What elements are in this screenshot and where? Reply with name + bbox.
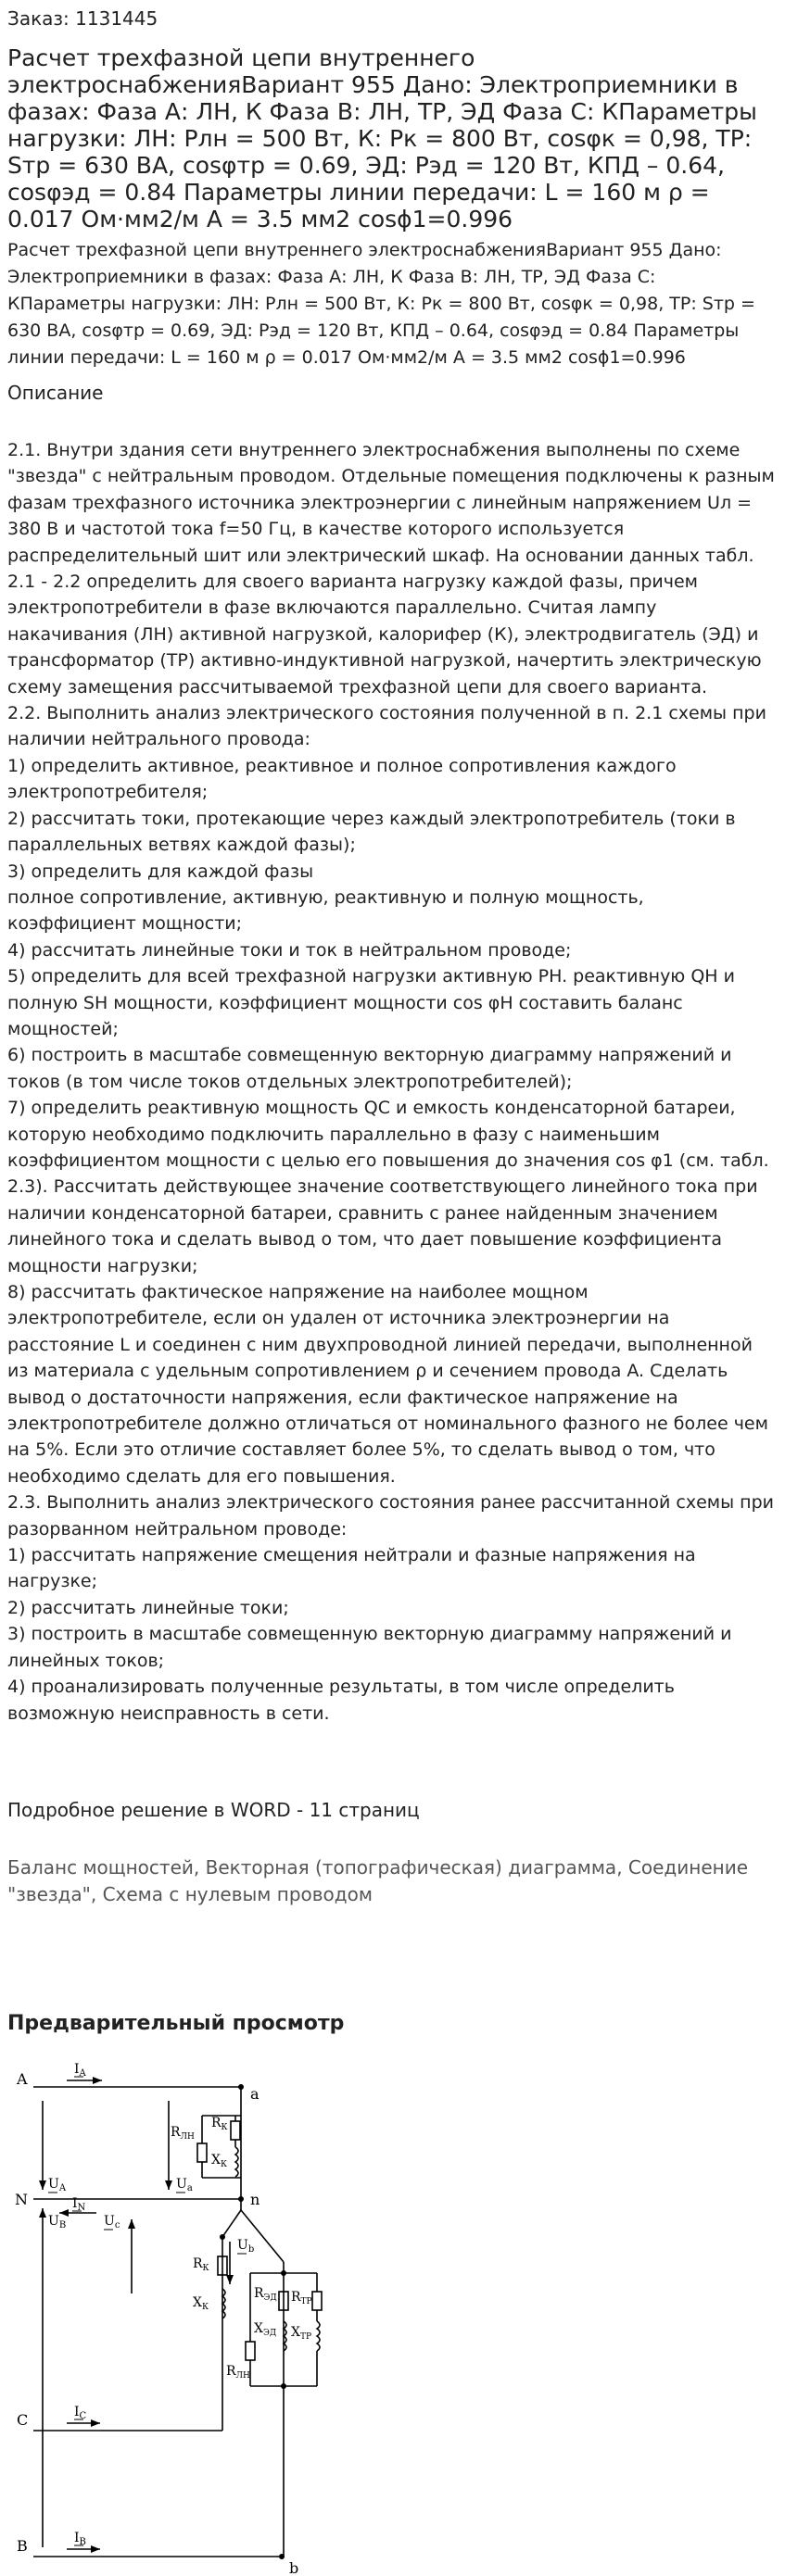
tag-link[interactable]: Векторная (топографическая) диаграмма	[205, 1856, 617, 1879]
node-N-label: N	[15, 2191, 28, 2208]
tag-link[interactable]: Соединение "звезда"	[7, 1856, 748, 1905]
X-K-a-label: $X_К$	[211, 2153, 227, 2169]
page-subtitle: Расчет трехфазной цепи внутреннего электроснабженияВариант 955 Дано: Электроприемники в фазах: Фаза А: ЛН, К Фаза В: ЛН, ТР, ЭД Фаза С: КПараметры нагрузки: ЛН: Рлн = 500 Вт, К: Рк = 800 Вт, cosφк = 0,98, ТР: Sтр = 630 ВА, cosφтр = 0.69, ЭД: Рэд = 120 Вт, КПД – 0.64, cosφэд = 0.84 Параметры линии передачи: L = 160 м ρ = 0.017 Ом·мм2/м А = 3.5 мм2 cosϕ1=0.996	[7, 240, 755, 368]
node-n-label: n	[250, 2191, 260, 2208]
page-title: Расчет трехфазной цепи внутреннего электроснабженияВариант 955 Дано: Электроприемники в фазах: Фаза А: ЛН, К Фаза В: ЛН, ТР, ЭД Фаза С: КПараметры нагрузки: ЛН: Рлн = 500 Вт, К: Рк = 800 Вт, cosφк = 0,98, ТР: Sтр = 630 ВА, cosφтр = 0.69, ЭД: Рэд = 120 Вт, КПД – 0.64, cosφэд = 0.84 Параметры линии передачи: L = 160 м ρ = 0.017 Ом·мм2/м А = 3.5 мм2 cosϕ1=0.996	[7, 44, 757, 232]
node-B-label: B	[17, 2537, 28, 2555]
voltage-UB-label: $U_B$	[48, 2214, 67, 2230]
X-K-c-label: $X_К$	[193, 2295, 209, 2312]
voltage-Ua-label: $U_a$	[176, 2177, 193, 2193]
node-A-label: A	[17, 2070, 28, 2088]
word-note: Подробное решение в WORD - 11 страниц	[7, 1799, 420, 1821]
R-K-a-label: $R_К$	[211, 2116, 228, 2132]
current-IN-label: $I_N$	[72, 2196, 86, 2213]
preview-heading: Предварительный просмотр	[7, 2012, 345, 2035]
tag-separator: ,	[193, 1856, 206, 1879]
current-IA-label: $I_A$	[74, 2062, 86, 2079]
tag-separator: ,	[616, 1856, 628, 1879]
description-label: Описание	[7, 382, 104, 404]
circuit-schematic	[7, 2043, 526, 2576]
voltage-UA-label: $U_A$	[48, 2177, 67, 2193]
node-a-label: a	[250, 2085, 260, 2103]
voltage-Ub-label: $U_b$	[237, 2238, 255, 2255]
node-b-label: b	[289, 2559, 299, 2576]
current-IB-label: $I_B$	[74, 2531, 86, 2547]
tag-separator: ,	[90, 1883, 103, 1905]
tag-link[interactable]: Схема с нулевым проводом	[102, 1883, 373, 1905]
voltage-Uc-label: $U_c$	[104, 2214, 120, 2230]
X-ED-label: $X_{ЭД}$	[254, 2321, 277, 2338]
current-IC-label: $I_C$	[74, 2405, 87, 2421]
node-C-label: C	[17, 2411, 29, 2429]
tag-list	[7, 1854, 777, 1908]
R-LN-b-label: $R_{ЛН}$	[226, 2364, 250, 2381]
R-ED-label: $R_{ЭД}$	[254, 2286, 277, 2303]
R-LN-a-label: $R_{ЛН}$	[171, 2125, 195, 2142]
R-TR-label: $R_{ТР}$	[291, 2290, 312, 2306]
order-number: Заказ: 1131445	[7, 7, 158, 30]
tag-link[interactable]: Баланс мощностей	[7, 1856, 194, 1879]
R-K-c-label: $R_К$	[193, 2256, 209, 2273]
X-TR-label: $X_{ТР}$	[291, 2325, 312, 2342]
description-text: 2.1. Внутри здания сети внутреннего электроснабжения выполнены по схеме "звезда" с нейтральным проводом. Отдельные помещения подключены к разным фазам трехфазного источника электроэнергии с линейным напряжением Uл = 380 В и частотой тока f=50 Гц, в качестве которого используется распределительный шит или электрический шкаф. На основании данных табл. 2.1 - 2.2 определить для своего варианта нагрузку каждой фазы, причем электропотребители в фазе включаются параллельно. Считая лампу накачивания (ЛН) активной нагрузкой, калорифер (К), электродвигатель (ЭД) и трансформатор (ТР) активно-индуктивной нагрузкой, начертить электрическую схему замещения рассчитываемой трехфазной цепи для своего варианта. 2.2. Выполнить анализ электрического состояния полученной в п. 2.1 схемы при наличии нейтрального провода: 1) определить активное, реактивное и полное сопротивления каждого электропотребителя; 2) рассчитать токи, протекающие через каждый электропотребитель (токи в параллельных ветвях каждой фазы); 3) определить для каждой фазы полное сопротивление, активную, реактивную и полную мощность, коэффициент мощности; 4) рассчитать линейные токи и ток в нейтральном проводе; 5) определить для всей трехфазной нагрузки активную PH. реактивную QH и полную SH мощности, коэффициент мощности cos φH составить баланс мощностей; 6) построить в масштабе совмещенную векторную диаграмму напряжений и токов (в том числе токов отдельных электропотребителей); 7) определить реактивную мощность QC и емкость конденсаторной батареи, которую необходимо подключить параллельно в фазу с наименьшим коэффициентом мощности с целью его повышения до значения cos φ1 (см. табл. 2.3). Рассчитать действующее значение соответствующего линейного тока при наличии конденсаторной батареи, сравнить с ранее найденным значением линейного тока и сделать вывод о том, что дает повышение коэффициента мощности нагрузки; 8) рассчитать фактическое напряжение на наиболее мощном электропотребителе, если он удален от источника электроэнергии на расстояние L и соединен с ним двухпроводной линией передачи, выполненной из материала с удельным сопротивлением ρ и сечением провода A. Сделать вывод о достаточности напряжения, если фактическое напряжение на электропотребителе должно отличаться от номинального фазного не более чем на 5%. Если это отличие составляет более 5%, то сделать вывод о том, что необходимо сделать для его повышения. 2.3. Выполнить анализ электрического состояния ранее рассчитанной схемы при разорванном нейтральном проводе: 1) рассчитать напряжение смещения нейтрали и фазные напряжения на нагрузке; 2) рассчитать линейные токи; 3) построить в масштабе совмещенную векторную диаграмму напряжений и линейных токов; 4) проанализировать полученные результаты, в том числе определить возможную неисправность в сети.	[7, 440, 775, 1724]
